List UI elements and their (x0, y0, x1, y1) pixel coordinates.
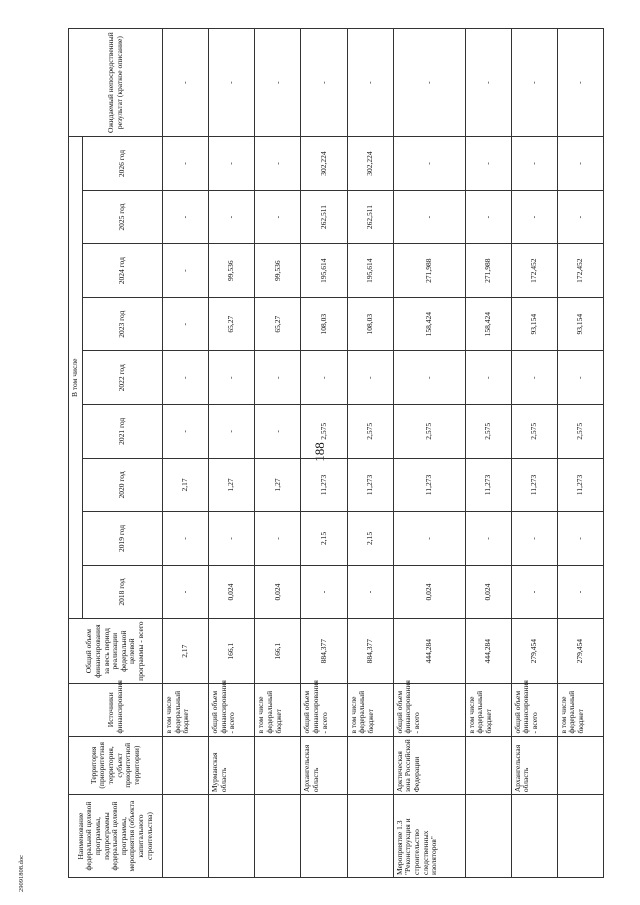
cell-year: 158,424 (465, 297, 511, 351)
cell-year: - (209, 405, 255, 459)
cell-year: 99,536 (209, 244, 255, 298)
cell-name: Мероприятие 1.3 "Реконструкция и строительство следственных изоляторов" (393, 795, 465, 878)
cell-territory (465, 736, 511, 795)
cell-result: - (163, 29, 209, 137)
table-row (393, 29, 465, 878)
cell-year: - (209, 190, 255, 244)
cell-year: - (255, 351, 301, 405)
cell-year: 2,575 (301, 405, 347, 459)
header-sources: Источники финансирования (69, 683, 163, 736)
cell-name (255, 795, 301, 878)
table-body (163, 29, 604, 878)
cell-year: 99,536 (255, 244, 301, 298)
cell-year: 65,27 (209, 297, 255, 351)
cell-year: 11,273 (301, 458, 347, 512)
cell-year: 2,575 (347, 405, 393, 459)
cell-year: 11,273 (393, 458, 465, 512)
cell-year: - (557, 512, 603, 566)
cell-result: - (347, 29, 393, 137)
cell-source: в том числе федеральный бюджет (255, 683, 301, 736)
cell-territory (255, 736, 301, 795)
cell-result: - (557, 29, 603, 137)
page-number: 188 (312, 442, 327, 462)
cell-territory: Арктическая зона Российской Федерации (393, 736, 465, 795)
cell-year: 11,273 (557, 458, 603, 512)
header-territory: Территория (приоритетная территория, субъект приоритетной территории) (69, 736, 163, 795)
table-row (465, 29, 511, 878)
cell-year: 108,03 (347, 297, 393, 351)
cell-year: 271,988 (393, 244, 465, 298)
cell-year: - (255, 405, 301, 459)
cell-year: - (163, 137, 209, 191)
cell-year: 1,27 (255, 458, 301, 512)
cell-source: общий объем финансирования - всего (209, 683, 255, 736)
cell-year: 93,154 (511, 297, 557, 351)
cell-year: 195,614 (301, 244, 347, 298)
cell-total: 279,454 (511, 619, 557, 684)
cell-year: - (163, 351, 209, 405)
cell-name (465, 795, 511, 878)
cell-year: 262,511 (301, 190, 347, 244)
cell-year: 262,511 (347, 190, 393, 244)
cell-year: - (163, 512, 209, 566)
cell-year: 0,024 (393, 565, 465, 619)
cell-year: - (163, 190, 209, 244)
table-row (511, 29, 557, 878)
cell-year: 11,273 (465, 458, 511, 512)
cell-territory: Мурманская область (209, 736, 255, 795)
cell-year: - (511, 565, 557, 619)
header-result: Ожидаемый непосредственный результат (краткое описание) (69, 29, 163, 137)
cell-year: 0,024 (465, 565, 511, 619)
cell-year: 172,452 (557, 244, 603, 298)
cell-name (347, 795, 393, 878)
cell-year: - (209, 137, 255, 191)
cell-total: 166,1 (255, 619, 301, 684)
cell-result: - (209, 29, 255, 137)
cell-source: в том числе федеральный бюджет (347, 683, 393, 736)
cell-year: - (347, 565, 393, 619)
cell-year: - (393, 351, 465, 405)
cell-year: - (557, 137, 603, 191)
header-name: Наименование федеральной целевой программы, подпрограммы федеральной целевой программы, мероприятия (объекта капитального строительства) (69, 795, 163, 878)
cell-total: 444,284 (393, 619, 465, 684)
cell-total: 166,1 (209, 619, 255, 684)
cell-year: 271,988 (465, 244, 511, 298)
cell-year: 302,224 (301, 137, 347, 191)
cell-year: - (163, 244, 209, 298)
cell-total: 444,284 (465, 619, 511, 684)
cell-year: - (301, 351, 347, 405)
cell-year: - (347, 351, 393, 405)
cell-name (163, 795, 209, 878)
cell-year: - (163, 297, 209, 351)
header-total: Общий объем финансирования за весь период реализации федеральной целевой программы - всего (69, 619, 163, 684)
header-year: 2018 год (83, 565, 163, 619)
header-year: 2026 год (83, 137, 163, 191)
cell-source: в том числе федеральный бюджет (465, 683, 511, 736)
cell-year: 65,27 (255, 297, 301, 351)
cell-year: 11,273 (511, 458, 557, 512)
cell-year: 158,424 (393, 297, 465, 351)
cell-year: - (465, 351, 511, 405)
cell-year: - (557, 565, 603, 619)
cell-year: - (465, 512, 511, 566)
cell-year: 2,575 (511, 405, 557, 459)
cell-year: 302,224 (347, 137, 393, 191)
cell-year: - (511, 351, 557, 405)
header-year: 2019 год (83, 512, 163, 566)
table-row (347, 29, 393, 878)
cell-year: 195,614 (347, 244, 393, 298)
cell-year: 93,154 (557, 297, 603, 351)
cell-source: общий объем финансирования - всего (511, 683, 557, 736)
cell-year: 2,575 (465, 405, 511, 459)
table-header (69, 29, 163, 878)
cell-territory (557, 736, 603, 795)
header-year: 2024 год (83, 244, 163, 298)
cell-total: 279,454 (557, 619, 603, 684)
cell-territory: Архангельская область (511, 736, 557, 795)
table-row (209, 29, 255, 878)
cell-year: - (511, 137, 557, 191)
cell-year: - (465, 190, 511, 244)
cell-result: - (255, 29, 301, 137)
cell-year: 2,15 (347, 512, 393, 566)
table-row (557, 29, 603, 878)
header-year: 2022 год (83, 351, 163, 405)
cell-year: 1,27 (209, 458, 255, 512)
cell-total: 884,377 (301, 619, 347, 684)
cell-year: 0,024 (255, 565, 301, 619)
cell-result: - (511, 29, 557, 137)
cell-territory: Архангельская область (301, 736, 347, 795)
cell-year: - (557, 190, 603, 244)
cell-total: 2,17 (163, 619, 209, 684)
cell-year: 172,452 (511, 244, 557, 298)
header-in-total: В том числе (69, 137, 83, 619)
cell-year: - (163, 565, 209, 619)
cell-year: - (393, 137, 465, 191)
cell-source: в том числе федеральный бюджет (557, 683, 603, 736)
cell-source: общий объем финансирования - всего (301, 683, 347, 736)
cell-name (511, 795, 557, 878)
cell-year: - (511, 512, 557, 566)
cell-year: - (511, 190, 557, 244)
table-row (255, 29, 301, 878)
cell-year: 108,03 (301, 297, 347, 351)
financing-table (68, 28, 604, 878)
cell-result: - (393, 29, 465, 137)
cell-year: 2,15 (301, 512, 347, 566)
cell-year: - (465, 137, 511, 191)
cell-year: - (163, 405, 209, 459)
cell-source: общий объем финансирования - всего (393, 683, 465, 736)
cell-total: 884,377 (347, 619, 393, 684)
cell-year: 2,575 (393, 405, 465, 459)
cell-source: в том числе федеральный бюджет (163, 683, 209, 736)
cell-result: - (301, 29, 347, 137)
cell-territory (347, 736, 393, 795)
cell-year: 11,273 (347, 458, 393, 512)
table-container (68, 28, 604, 878)
cell-result: - (465, 29, 511, 137)
cell-name (557, 795, 603, 878)
cell-year: - (209, 512, 255, 566)
cell-year: - (557, 351, 603, 405)
header-year: 2023 год (83, 297, 163, 351)
table-row (163, 29, 209, 878)
cell-year: - (255, 190, 301, 244)
cell-year: - (209, 351, 255, 405)
cell-year: - (255, 137, 301, 191)
cell-year: - (393, 512, 465, 566)
cell-year: 0,024 (209, 565, 255, 619)
header-year: 2020 год (83, 458, 163, 512)
cell-year: - (301, 565, 347, 619)
cell-year: 2,17 (163, 458, 209, 512)
cell-year: - (393, 190, 465, 244)
header-year: 2025 год (83, 190, 163, 244)
cell-year: - (255, 512, 301, 566)
cell-name (301, 795, 347, 878)
document-code: 29091808.doc (18, 854, 25, 892)
header-year: 2021 год (83, 405, 163, 459)
table-row (301, 29, 347, 878)
cell-territory (163, 736, 209, 795)
cell-name (209, 795, 255, 878)
cell-year: 2,575 (557, 405, 603, 459)
